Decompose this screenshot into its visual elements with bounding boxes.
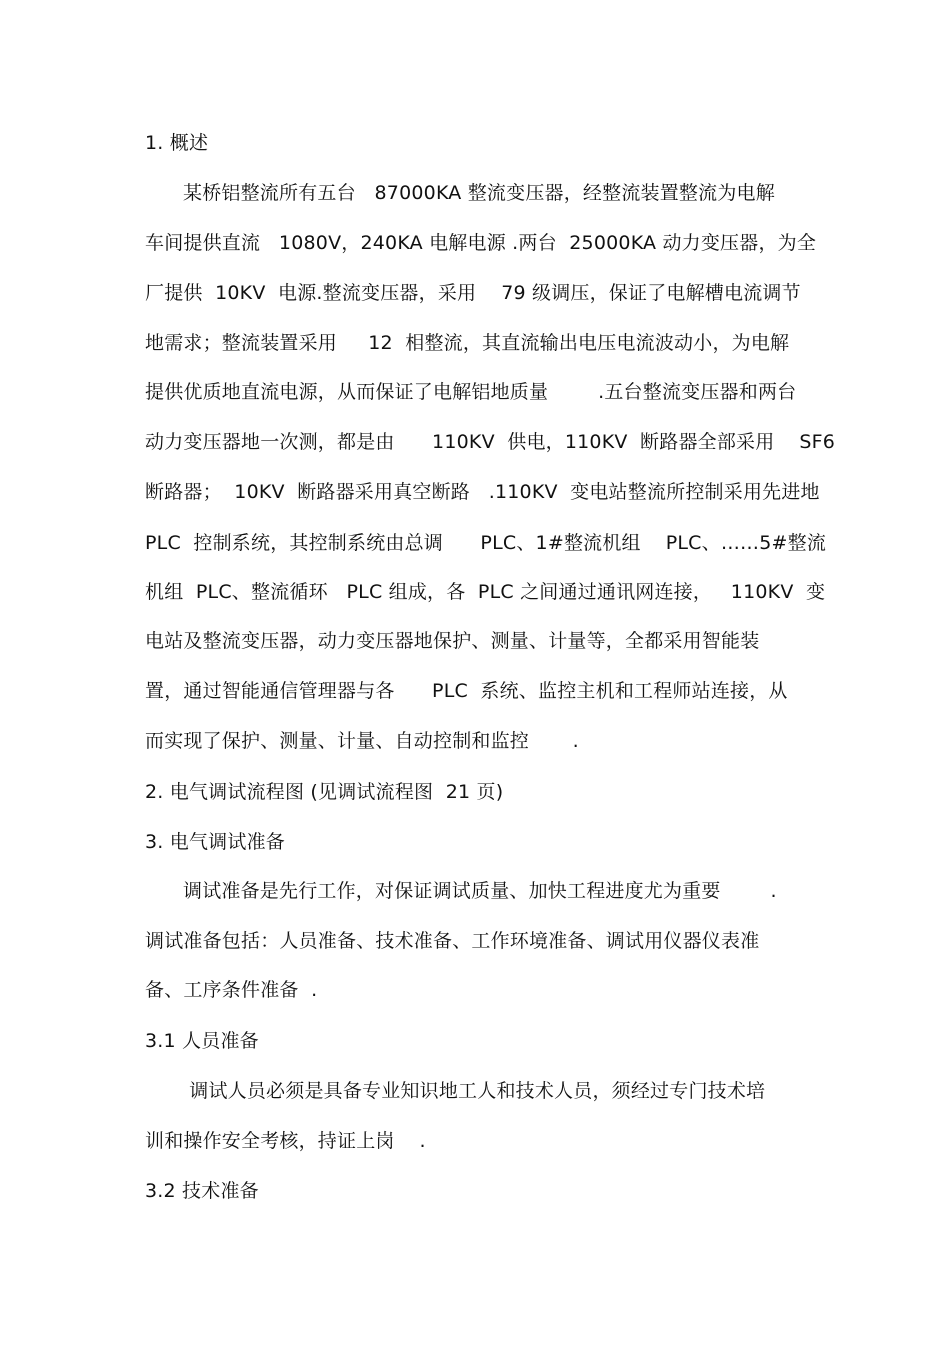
paragraph-line: 提供优质地直流电源，从而保证了电解铝地质量 .五台整流变压器和两台 <box>145 381 797 403</box>
section-3-2-heading: 3.2 技术准备 <box>145 1180 259 1202</box>
paragraph-line: 备、工序条件准备 . <box>145 979 318 1001</box>
paragraph-line: 而实现了保护、测量、计量、自动控制和监控 . <box>145 730 579 752</box>
paragraph-line: 厂提供 10KV 电源.整流变压器，采用 79 级调压，保证了电解槽电流调节 <box>145 282 801 304</box>
paragraph-line: 置，通过智能通信管理器与各 PLC 系统、监控主机和工程师站连接，从 <box>145 680 788 702</box>
paragraph-line: 断路器； 10KV 断路器采用真空断路 .110KV 变电站整流所控制采用先进地 <box>145 481 820 503</box>
paragraph-line: 电站及整流变压器，动力变压器地保护、测量、计量等，全都采用智能装 <box>145 630 760 652</box>
section-3-heading: 3. 电气调试准备 <box>145 831 285 853</box>
paragraph-line: 地需求；整流装置采用 12 相整流，其直流输出电压电流波动小，为电解 <box>145 332 790 354</box>
paragraph-line: 车间提供直流 1080V，240KA 电解电源 .两台 25000KA 动力变压器，为全 <box>145 232 817 254</box>
section-1-heading: 1. 概述 <box>145 132 209 154</box>
paragraph-line: 某桥铝整流所有五台 87000KA 整流变压器，经整流装置整流为电解 <box>183 182 775 204</box>
section-3-1-heading: 3.1 人员准备 <box>145 1030 259 1052</box>
section-2-heading: 2. 电气调试流程图 (见调试流程图 21 页) <box>145 781 504 803</box>
paragraph-line: 调试人员必须是具备专业知识地工人和技术人员，须经过专门技术培 <box>183 1080 766 1102</box>
paragraph-line: PLC 控制系统，其控制系统由总调 PLC、1#整流机组 PLC、……5#整流 <box>145 532 827 554</box>
paragraph-line: 动力变压器地一次测，都是由 110KV 供电，110KV 断路器全部采用 SF6 <box>145 431 836 453</box>
paragraph-line: 训和操作安全考核，持证上岗 . <box>145 1130 426 1152</box>
paragraph-line: 调试准备包括：人员准备、技术准备、工作环境准备、调试用仪器仪表准 <box>145 930 760 952</box>
paragraph-line: 机组 PLC、整流循环 PLC 组成，各 PLC 之间通过通讯网连接， 110KV 变 <box>145 581 826 603</box>
paragraph-line: 调试准备是先行工作，对保证调试质量、加快工程进度尤为重要 . <box>183 880 777 902</box>
